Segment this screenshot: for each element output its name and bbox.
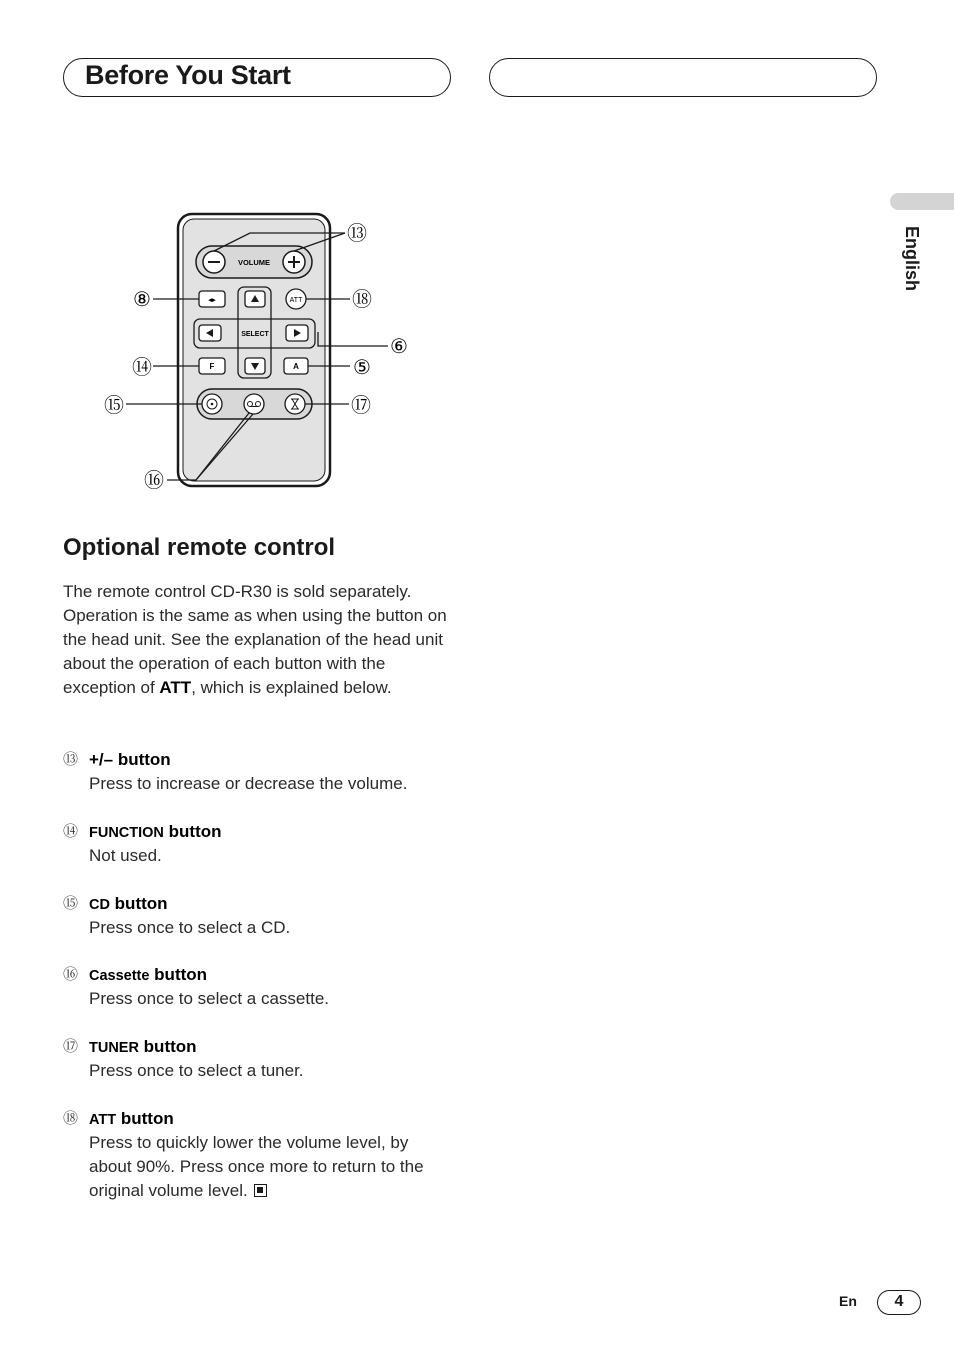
down-button — [245, 358, 265, 374]
att-bold: ATT — [159, 677, 192, 697]
att-button-graphic — [286, 289, 306, 309]
item-name: CD — [89, 897, 110, 913]
up-button — [245, 291, 265, 307]
language-label: English — [902, 226, 922, 292]
item-description: Not used. — [89, 846, 162, 865]
callout-17: ⑰ — [351, 395, 371, 417]
item-name: +/– button — [89, 750, 171, 769]
callout-6: ⑥ — [390, 336, 408, 358]
callout-13: ⑬ — [347, 223, 367, 245]
item-description: Press once to select a CD. — [89, 918, 291, 937]
a-button-graphic — [284, 358, 308, 374]
band-button — [199, 291, 225, 307]
item-description: Press to increase or decrease the volume. — [89, 774, 408, 793]
remote-control-illustration — [95, 205, 425, 505]
item-description: Press once to select a tuner. — [89, 1061, 304, 1080]
callout-15: ⑮ — [104, 395, 124, 417]
cassette-button-graphic — [244, 394, 264, 414]
att-button-label: ATT — [289, 297, 303, 304]
intro-paragraph: The remote control CD-R30 is sold separately. Operation is the same as when using the button on the head unit. See the explanation of the head unit about the operation of each button with the exception of ATT, which is explained below. — [63, 582, 447, 697]
function-button-graphic — [199, 358, 225, 374]
cd-button-graphic — [202, 394, 222, 414]
svg-text:◂▸: ◂▸ — [208, 297, 216, 304]
page-number: 4 — [877, 1290, 921, 1315]
callout-16: ⑯ — [144, 470, 164, 492]
language-tab-marker — [890, 193, 954, 210]
f-button-label: F — [209, 362, 215, 371]
tuner-button-graphic — [285, 394, 305, 414]
select-label: SELECT — [241, 331, 269, 338]
item-description: Press once to select a cassette. — [89, 989, 330, 1008]
header-right-frame — [489, 58, 877, 97]
item-name: Cassette — [89, 968, 150, 984]
end-of-section-icon — [254, 1184, 267, 1197]
callout-5: ⑤ — [353, 357, 371, 379]
item-description: Press to quickly lower the volume level, by about 90%. Press once more to return to the original volume level. — [89, 1133, 424, 1200]
item-name: FUNCTION — [89, 825, 164, 841]
item-name: TUNER — [89, 1040, 139, 1056]
header-title-frame — [63, 58, 451, 97]
item-name: ATT — [89, 1112, 117, 1128]
callout-8: ⑧ — [133, 289, 151, 311]
footer-language-code: En — [839, 1293, 857, 1309]
callout-14: ⑭ — [132, 357, 152, 379]
a-button-label: A — [293, 362, 299, 371]
volume-label: VOLUME — [237, 258, 271, 267]
callout-18: ⑱ — [352, 289, 372, 311]
section-title: Optional remote control — [63, 534, 336, 561]
left-button — [199, 325, 221, 341]
page-title: Before You Start — [85, 60, 291, 90]
right-button — [286, 325, 308, 341]
